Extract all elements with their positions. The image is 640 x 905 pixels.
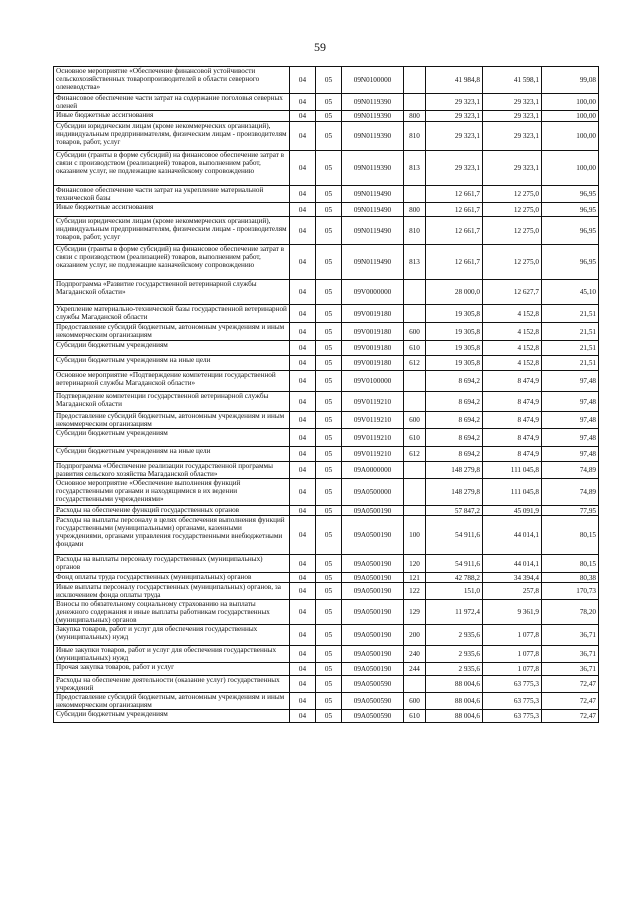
table-row bbox=[54, 217, 599, 245]
table-cell-name: Субсидии бюджетным учреждениям bbox=[54, 341, 290, 356]
table-cell-planned: 19 305,8 bbox=[426, 305, 483, 323]
table-cell-subsection: 05 bbox=[316, 305, 342, 323]
table-cell-expense-type bbox=[404, 186, 426, 203]
table-cell-target-article: 09A0500000 bbox=[342, 479, 404, 506]
table-cell-name: Предоставление субсидий бюджетным, автономным учреждениям и иным некоммерческим организациям bbox=[54, 412, 290, 429]
table-cell-expense-type: 612 bbox=[404, 447, 426, 462]
table-cell-name: Иные бюджетные ассигнования bbox=[54, 111, 290, 122]
table-cell-percent: 21,51 bbox=[542, 341, 599, 356]
table-cell-section: 04 bbox=[290, 217, 316, 245]
table-cell-expense-type: 122 bbox=[404, 583, 426, 600]
table-cell-target-article: 09N0100000 bbox=[342, 67, 404, 94]
table-cell-expense-type: 120 bbox=[404, 555, 426, 573]
table-row bbox=[54, 646, 599, 663]
table-cell-percent: 72,47 bbox=[542, 693, 599, 710]
table-cell-subsection: 05 bbox=[316, 516, 342, 555]
table-cell-name: Основное мероприятие «Обеспечение выполнения функций государственными органами и находящимися в их ведении государственными учреждениями» bbox=[54, 479, 290, 506]
table-cell-name: Финансовое обеспечение части затрат на содержание поголовья северных оленей bbox=[54, 94, 290, 111]
table-cell-target-article: 09A0500590 bbox=[342, 693, 404, 710]
table-row bbox=[54, 392, 599, 412]
table-cell-name: Подпрограмма «Обеспечение реализации государственной программы развития сельского хозяйства Магаданской области» bbox=[54, 462, 290, 479]
table-cell-executed: 12 275,0 bbox=[483, 186, 542, 203]
table-cell-subsection: 05 bbox=[316, 663, 342, 676]
table-row bbox=[54, 203, 599, 217]
table-cell-target-article: 09N0119390 bbox=[342, 151, 404, 186]
table-cell-executed: 29 323,1 bbox=[483, 122, 542, 151]
table-cell-section: 04 bbox=[290, 94, 316, 111]
table-cell-executed: 1 077,8 bbox=[483, 646, 542, 663]
table-cell-target-article: 09A0500190 bbox=[342, 573, 404, 583]
table-cell-percent: 21,51 bbox=[542, 305, 599, 323]
table-cell-percent: 100,00 bbox=[542, 94, 599, 111]
table-cell-section: 04 bbox=[290, 693, 316, 710]
table-row bbox=[54, 676, 599, 693]
table-cell-expense-type: 612 bbox=[404, 356, 426, 371]
table-cell-percent: 72,47 bbox=[542, 676, 599, 693]
table-cell-name: Расходы на выплаты персоналу государственных (муниципальных) органов bbox=[54, 555, 290, 573]
table-cell-subsection: 05 bbox=[316, 122, 342, 151]
table-cell-section: 04 bbox=[290, 479, 316, 506]
table-cell-subsection: 05 bbox=[316, 323, 342, 341]
table-cell-name: Предоставление субсидий бюджетным, автономным учреждениям и иным некоммерческим организациям bbox=[54, 693, 290, 710]
table-cell-name: Иные бюджетные ассигнования bbox=[54, 203, 290, 217]
table-cell-section: 04 bbox=[290, 462, 316, 479]
table-cell-name: Субсидии юридическим лицам (кроме некоммерческих организаций), индивидуальным предпринимателям, физическим лицам - производителям товаров, работ, услуг bbox=[54, 122, 290, 151]
table-cell-expense-type: 810 bbox=[404, 122, 426, 151]
table-cell-section: 04 bbox=[290, 583, 316, 600]
table-cell-subsection: 05 bbox=[316, 583, 342, 600]
table-cell-target-article: 09A0500190 bbox=[342, 583, 404, 600]
table-cell-name: Фонд оплаты труда государственных (муниципальных) органов bbox=[54, 573, 290, 583]
table-cell-executed: 4 152,8 bbox=[483, 356, 542, 371]
table-cell-expense-type: 121 bbox=[404, 573, 426, 583]
table-cell-section: 04 bbox=[290, 203, 316, 217]
table-cell-planned: 148 279,8 bbox=[426, 479, 483, 506]
table-cell-executed: 12 275,0 bbox=[483, 245, 542, 280]
table-cell-subsection: 05 bbox=[316, 111, 342, 122]
table-cell-expense-type: 810 bbox=[404, 217, 426, 245]
table-row bbox=[54, 710, 599, 723]
table-cell-name: Подтверждение компетенции государственной ветеринарной службы Магаданской области bbox=[54, 392, 290, 412]
table-cell-target-article: 09V0019180 bbox=[342, 305, 404, 323]
table-cell-name: Субсидии бюджетным учреждениям bbox=[54, 429, 290, 447]
table-cell-name: Субсидии (гранты в форме субсидий) на финансовое обеспечение затрат в связи с производством (реализацией) товаров, выполнением работ, оказанием услуг, не подлежащие казначейскому сопровождению bbox=[54, 151, 290, 186]
table-cell-subsection: 05 bbox=[316, 600, 342, 625]
table-cell-percent: 100,00 bbox=[542, 151, 599, 186]
table-cell-planned: 151,0 bbox=[426, 583, 483, 600]
table-cell-planned: 8 694,2 bbox=[426, 447, 483, 462]
table-cell-planned: 8 694,2 bbox=[426, 371, 483, 392]
table-cell-name: Предоставление субсидий бюджетным, автономным учреждениям и иным некоммерческим организациям bbox=[54, 323, 290, 341]
table-cell-subsection: 05 bbox=[316, 506, 342, 516]
table-cell-executed: 257,8 bbox=[483, 583, 542, 600]
table-row bbox=[54, 600, 599, 625]
table-cell-name: Укрепление материально-технической базы государственной ветеринарной службы Магаданской области bbox=[54, 305, 290, 323]
table-cell-planned: 88 004,6 bbox=[426, 676, 483, 693]
table-cell-expense-type: 800 bbox=[404, 203, 426, 217]
table-cell-executed: 9 361,9 bbox=[483, 600, 542, 625]
table-cell-target-article: 09A0500190 bbox=[342, 516, 404, 555]
table-cell-subsection: 05 bbox=[316, 447, 342, 462]
table-row bbox=[54, 462, 599, 479]
table-cell-expense-type: 100 bbox=[404, 516, 426, 555]
table-cell-target-article: 09A0500190 bbox=[342, 600, 404, 625]
table-cell-executed: 1 077,8 bbox=[483, 625, 542, 646]
table-cell-planned: 2 935,6 bbox=[426, 625, 483, 646]
table-cell-percent: 97,48 bbox=[542, 412, 599, 429]
table-cell-name: Расходы на обеспечение деятельности (оказание услуг) государственных учреждений bbox=[54, 676, 290, 693]
table-cell-percent: 77,95 bbox=[542, 506, 599, 516]
table-cell-planned: 12 661,7 bbox=[426, 245, 483, 280]
table-row bbox=[54, 371, 599, 392]
table-row bbox=[54, 625, 599, 646]
table-row bbox=[54, 305, 599, 323]
table-cell-executed: 63 775,3 bbox=[483, 710, 542, 723]
table-cell-percent: 80,38 bbox=[542, 573, 599, 583]
table-cell-target-article: 09N0119490 bbox=[342, 217, 404, 245]
table-cell-percent: 100,00 bbox=[542, 122, 599, 151]
table-cell-subsection: 05 bbox=[316, 245, 342, 280]
table-cell-target-article: 09N0119390 bbox=[342, 111, 404, 122]
table-cell-percent: 21,51 bbox=[542, 323, 599, 341]
table-cell-section: 04 bbox=[290, 600, 316, 625]
table-cell-subsection: 05 bbox=[316, 693, 342, 710]
table-cell-percent: 170,73 bbox=[542, 583, 599, 600]
table-cell-percent: 97,48 bbox=[542, 371, 599, 392]
table-cell-percent: 78,20 bbox=[542, 600, 599, 625]
table-cell-percent: 36,71 bbox=[542, 646, 599, 663]
table-cell-expense-type bbox=[404, 280, 426, 305]
table-cell-section: 04 bbox=[290, 663, 316, 676]
table-cell-target-article: 09V0119210 bbox=[342, 429, 404, 447]
table-row bbox=[54, 506, 599, 516]
table-cell-percent: 36,71 bbox=[542, 625, 599, 646]
table-cell-planned: 29 323,1 bbox=[426, 111, 483, 122]
table-cell-section: 04 bbox=[290, 356, 316, 371]
table-cell-target-article: 09N0119490 bbox=[342, 203, 404, 217]
table-cell-target-article: 09A0500190 bbox=[342, 646, 404, 663]
table-cell-expense-type bbox=[404, 392, 426, 412]
table-cell-target-article: 09V0000000 bbox=[342, 280, 404, 305]
table-cell-name: Иные закупки товаров, работ и услуг для обеспечения государственных (муниципальных) нужд bbox=[54, 646, 290, 663]
table-cell-name: Финансовое обеспечение части затрат на укрепление материальной технической базы bbox=[54, 186, 290, 203]
table-cell-expense-type: 129 bbox=[404, 600, 426, 625]
table-cell-target-article: 09A0500590 bbox=[342, 710, 404, 723]
table-cell-target-article: 09N0119390 bbox=[342, 122, 404, 151]
table-cell-section: 04 bbox=[290, 555, 316, 573]
table-cell-section: 04 bbox=[290, 506, 316, 516]
table-cell-subsection: 05 bbox=[316, 203, 342, 217]
table-cell-target-article: 09A0000000 bbox=[342, 462, 404, 479]
table-cell-name: Взносы по обязательному социальному страхованию на выплаты денежного содержания и иные выплаты работникам государственных (муниципальных) органов bbox=[54, 600, 290, 625]
table-cell-expense-type: 244 bbox=[404, 663, 426, 676]
table-cell-section: 04 bbox=[290, 111, 316, 122]
table-cell-section: 04 bbox=[290, 676, 316, 693]
table-cell-executed: 8 474,9 bbox=[483, 392, 542, 412]
table-cell-subsection: 05 bbox=[316, 676, 342, 693]
table-cell-subsection: 05 bbox=[316, 710, 342, 723]
table-cell-section: 04 bbox=[290, 447, 316, 462]
table-cell-section: 04 bbox=[290, 710, 316, 723]
table-cell-section: 04 bbox=[290, 245, 316, 280]
table-cell-planned: 2 935,6 bbox=[426, 663, 483, 676]
table-cell-subsection: 05 bbox=[316, 429, 342, 447]
table-cell-subsection: 05 bbox=[316, 555, 342, 573]
table-cell-name: Закупка товаров, работ и услуг для обеспечения государственных (муниципальных) нужд bbox=[54, 625, 290, 646]
table-cell-section: 04 bbox=[290, 186, 316, 203]
table-cell-executed: 8 474,9 bbox=[483, 447, 542, 462]
table-row bbox=[54, 479, 599, 506]
table-cell-expense-type: 600 bbox=[404, 323, 426, 341]
table-cell-executed: 8 474,9 bbox=[483, 371, 542, 392]
table-cell-name: Основное мероприятие «Обеспечение финансовой устойчивости сельскохозяйственных товаропроизводителей в области северного оленеводства» bbox=[54, 67, 290, 94]
table-cell-percent: 72,47 bbox=[542, 710, 599, 723]
table-cell-subsection: 05 bbox=[316, 625, 342, 646]
table-cell-expense-type bbox=[404, 479, 426, 506]
table-cell-name: Иные выплаты персоналу государственных (муниципальных) органов, за исключением фонда оплаты труда bbox=[54, 583, 290, 600]
table-cell-executed: 111 045,8 bbox=[483, 462, 542, 479]
table-cell-section: 04 bbox=[290, 573, 316, 583]
table-cell-expense-type: 610 bbox=[404, 429, 426, 447]
table-cell-planned: 148 279,8 bbox=[426, 462, 483, 479]
table-cell-name: Основное мероприятие «Подтверждение компетенции государственной ветеринарной службы Магаданской области» bbox=[54, 371, 290, 392]
table-cell-planned: 12 661,7 bbox=[426, 217, 483, 245]
table-cell-target-article: 09N0119490 bbox=[342, 245, 404, 280]
table-cell-percent: 74,89 bbox=[542, 462, 599, 479]
table-cell-executed: 4 152,8 bbox=[483, 323, 542, 341]
table-row bbox=[54, 693, 599, 710]
table-cell-subsection: 05 bbox=[316, 371, 342, 392]
table-cell-executed: 8 474,9 bbox=[483, 412, 542, 429]
table-row bbox=[54, 447, 599, 462]
table-cell-executed: 63 775,3 bbox=[483, 676, 542, 693]
table-cell-percent: 36,71 bbox=[542, 663, 599, 676]
table-cell-executed: 63 775,3 bbox=[483, 693, 542, 710]
table-cell-planned: 42 788,2 bbox=[426, 573, 483, 583]
table-cell-planned: 19 305,8 bbox=[426, 341, 483, 356]
table-cell-planned: 88 004,6 bbox=[426, 693, 483, 710]
table-cell-percent: 80,15 bbox=[542, 516, 599, 555]
table-cell-expense-type bbox=[404, 462, 426, 479]
table-cell-expense-type bbox=[404, 371, 426, 392]
table-cell-planned: 19 305,8 bbox=[426, 356, 483, 371]
table-cell-subsection: 05 bbox=[316, 356, 342, 371]
table-cell-section: 04 bbox=[290, 151, 316, 186]
table-cell-executed: 1 077,8 bbox=[483, 663, 542, 676]
table-cell-percent: 74,89 bbox=[542, 479, 599, 506]
table-row bbox=[54, 245, 599, 280]
table-row bbox=[54, 341, 599, 356]
table-cell-expense-type: 813 bbox=[404, 245, 426, 280]
table-cell-executed: 34 394,4 bbox=[483, 573, 542, 583]
table-row bbox=[54, 412, 599, 429]
table-cell-name: Прочая закупка товаров, работ и услуг bbox=[54, 663, 290, 676]
table-cell-section: 04 bbox=[290, 625, 316, 646]
table-cell-percent: 97,48 bbox=[542, 429, 599, 447]
table-cell-target-article: 09V0019180 bbox=[342, 341, 404, 356]
table-cell-planned: 54 911,6 bbox=[426, 516, 483, 555]
table-cell-name: Субсидии бюджетным учреждениям на иные цели bbox=[54, 356, 290, 371]
table-cell-subsection: 05 bbox=[316, 412, 342, 429]
budget-table bbox=[53, 66, 599, 723]
table-cell-expense-type: 813 bbox=[404, 151, 426, 186]
table-cell-expense-type bbox=[404, 94, 426, 111]
table-cell-target-article: 09A0500190 bbox=[342, 625, 404, 646]
table-cell-name: Расходы на выплаты персоналу в целях обеспечения выполнения функций государственными (муниципальными) органами, казенными учреждениями, органами управления государственными внебюджетными фондами bbox=[54, 516, 290, 555]
table-cell-percent: 21,51 bbox=[542, 356, 599, 371]
table-row bbox=[54, 516, 599, 555]
table-cell-subsection: 05 bbox=[316, 646, 342, 663]
table-cell-executed: 45 091,9 bbox=[483, 506, 542, 516]
table-cell-planned: 12 661,7 bbox=[426, 203, 483, 217]
table-cell-name: Расходы на обеспечение функций государственных органов bbox=[54, 506, 290, 516]
table-cell-percent: 45,10 bbox=[542, 280, 599, 305]
table-cell-planned: 57 847,2 bbox=[426, 506, 483, 516]
table-cell-expense-type: 610 bbox=[404, 710, 426, 723]
table-cell-target-article: 09N0119390 bbox=[342, 94, 404, 111]
table-cell-percent: 96,95 bbox=[542, 186, 599, 203]
table-cell-expense-type bbox=[404, 506, 426, 516]
table-cell-executed: 4 152,8 bbox=[483, 341, 542, 356]
table-cell-target-article: 09N0119490 bbox=[342, 186, 404, 203]
table-cell-planned: 29 323,1 bbox=[426, 151, 483, 186]
table-cell-percent: 97,48 bbox=[542, 392, 599, 412]
table-cell-section: 04 bbox=[290, 412, 316, 429]
page-number: 59 bbox=[314, 40, 326, 54]
table-cell-subsection: 05 bbox=[316, 280, 342, 305]
table-cell-name: Субсидии бюджетным учреждениям на иные цели bbox=[54, 447, 290, 462]
table-cell-target-article: 09V0100000 bbox=[342, 371, 404, 392]
table-cell-section: 04 bbox=[290, 341, 316, 356]
table-cell-section: 04 bbox=[290, 392, 316, 412]
table-cell-name: Подпрограмма «Развитие государственной ветеринарной службы Магаданской области» bbox=[54, 280, 290, 305]
table-cell-percent: 80,15 bbox=[542, 555, 599, 573]
table-cell-planned: 12 661,7 bbox=[426, 186, 483, 203]
table-cell-planned: 11 972,4 bbox=[426, 600, 483, 625]
table-cell-executed: 111 045,8 bbox=[483, 479, 542, 506]
table-cell-planned: 88 004,6 bbox=[426, 710, 483, 723]
table-cell-target-article: 09A0500190 bbox=[342, 663, 404, 676]
table-cell-target-article: 09V0019180 bbox=[342, 356, 404, 371]
table-cell-expense-type bbox=[404, 305, 426, 323]
table-cell-subsection: 05 bbox=[316, 217, 342, 245]
table-cell-executed: 12 275,0 bbox=[483, 217, 542, 245]
table-cell-expense-type: 800 bbox=[404, 111, 426, 122]
table-cell-section: 04 bbox=[290, 67, 316, 94]
table-cell-expense-type bbox=[404, 676, 426, 693]
table-cell-expense-type bbox=[404, 67, 426, 94]
table-cell-percent: 96,95 bbox=[542, 245, 599, 280]
table-cell-percent: 99,08 bbox=[542, 67, 599, 94]
table-cell-executed: 12 627,7 bbox=[483, 280, 542, 305]
table-cell-percent: 96,95 bbox=[542, 217, 599, 245]
table-cell-planned: 8 694,2 bbox=[426, 392, 483, 412]
table-cell-section: 04 bbox=[290, 280, 316, 305]
table-row bbox=[54, 111, 599, 122]
table-cell-executed: 41 598,1 bbox=[483, 67, 542, 94]
table-cell-subsection: 05 bbox=[316, 479, 342, 506]
table-cell-expense-type: 240 bbox=[404, 646, 426, 663]
table-cell-name: Субсидии юридическим лицам (кроме некоммерческих организаций), индивидуальным предпринимателям, физическим лицам - производителям товаров, работ, услуг bbox=[54, 217, 290, 245]
table-row bbox=[54, 573, 599, 583]
table-row bbox=[54, 429, 599, 447]
table-cell-name: Субсидии (гранты в форме субсидий) на финансовое обеспечение затрат в связи с производством (реализацией) товаров, выполнением работ, оказанием услуг, не подлежащие казначейскому сопровождению bbox=[54, 245, 290, 280]
table-cell-section: 04 bbox=[290, 305, 316, 323]
table-cell-target-article: 09V0119210 bbox=[342, 447, 404, 462]
table-cell-subsection: 05 bbox=[316, 94, 342, 111]
table-cell-subsection: 05 bbox=[316, 392, 342, 412]
table-cell-subsection: 05 bbox=[316, 151, 342, 186]
table-cell-expense-type: 610 bbox=[404, 341, 426, 356]
table-cell-planned: 8 694,2 bbox=[426, 412, 483, 429]
table-cell-name: Субсидии бюджетным учреждениям bbox=[54, 710, 290, 723]
table-cell-executed: 4 152,8 bbox=[483, 305, 542, 323]
table-cell-section: 04 bbox=[290, 122, 316, 151]
table-row bbox=[54, 94, 599, 111]
table-cell-subsection: 05 bbox=[316, 573, 342, 583]
table-row bbox=[54, 122, 599, 151]
table-cell-target-article: 09A0500190 bbox=[342, 506, 404, 516]
table-cell-target-article: 09A0500590 bbox=[342, 676, 404, 693]
table-cell-executed: 29 323,1 bbox=[483, 111, 542, 122]
table-cell-percent: 100,00 bbox=[542, 111, 599, 122]
table-cell-planned: 29 323,1 bbox=[426, 122, 483, 151]
table-cell-target-article: 09V0119210 bbox=[342, 392, 404, 412]
table-cell-executed: 29 323,1 bbox=[483, 94, 542, 111]
table-cell-percent: 96,95 bbox=[542, 203, 599, 217]
table-cell-executed: 44 014,1 bbox=[483, 516, 542, 555]
table-row bbox=[54, 583, 599, 600]
table-cell-section: 04 bbox=[290, 323, 316, 341]
table-row bbox=[54, 151, 599, 186]
table-cell-section: 04 bbox=[290, 371, 316, 392]
table-cell-subsection: 05 bbox=[316, 186, 342, 203]
table-row bbox=[54, 280, 599, 305]
table-row bbox=[54, 555, 599, 573]
table-cell-executed: 44 014,1 bbox=[483, 555, 542, 573]
table-cell-subsection: 05 bbox=[316, 341, 342, 356]
table-cell-planned: 54 911,6 bbox=[426, 555, 483, 573]
table-cell-planned: 29 323,1 bbox=[426, 94, 483, 111]
table-cell-percent: 97,48 bbox=[542, 447, 599, 462]
table-row bbox=[54, 663, 599, 676]
table-cell-section: 04 bbox=[290, 646, 316, 663]
table-cell-target-article: 09V0119210 bbox=[342, 412, 404, 429]
table-row bbox=[54, 356, 599, 371]
table-cell-subsection: 05 bbox=[316, 67, 342, 94]
table-cell-expense-type: 600 bbox=[404, 412, 426, 429]
table-cell-planned: 19 305,8 bbox=[426, 323, 483, 341]
table-cell-target-article: 09V0019180 bbox=[342, 323, 404, 341]
table-cell-section: 04 bbox=[290, 429, 316, 447]
table-cell-section: 04 bbox=[290, 516, 316, 555]
table-cell-executed: 12 275,0 bbox=[483, 203, 542, 217]
table-row bbox=[54, 186, 599, 203]
table-cell-target-article: 09A0500190 bbox=[342, 555, 404, 573]
table-cell-planned: 2 935,6 bbox=[426, 646, 483, 663]
table-cell-planned: 8 694,2 bbox=[426, 429, 483, 447]
table-cell-expense-type: 600 bbox=[404, 693, 426, 710]
table-row bbox=[54, 67, 599, 94]
table-cell-executed: 8 474,9 bbox=[483, 429, 542, 447]
table-cell-executed: 29 323,1 bbox=[483, 151, 542, 186]
table-cell-expense-type: 200 bbox=[404, 625, 426, 646]
table-cell-subsection: 05 bbox=[316, 462, 342, 479]
table-cell-planned: 41 984,8 bbox=[426, 67, 483, 94]
table-row bbox=[54, 323, 599, 341]
table-cell-planned: 28 000,0 bbox=[426, 280, 483, 305]
